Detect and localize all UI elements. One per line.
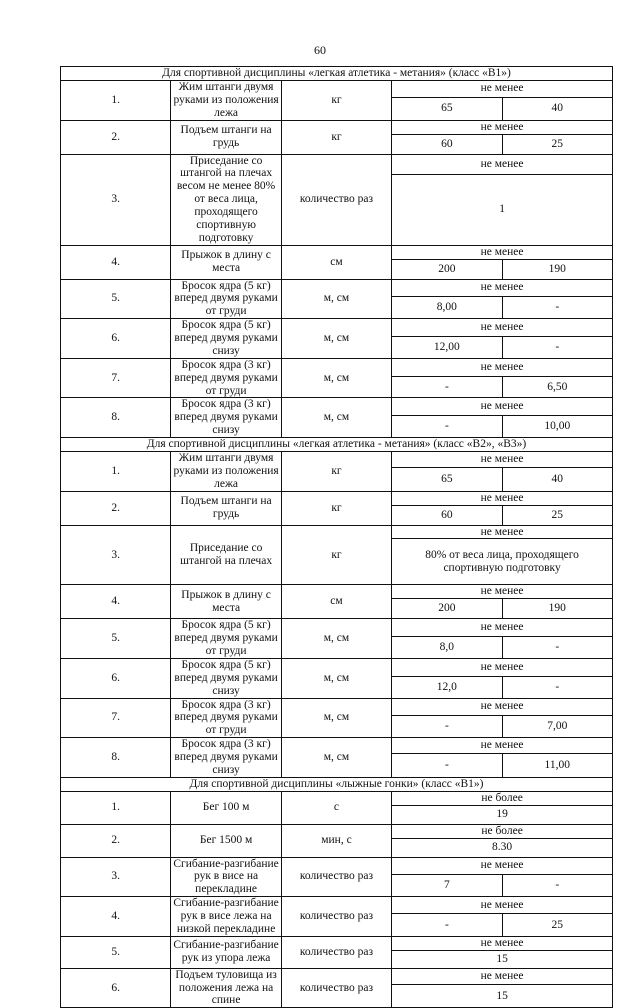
- norm-value-first: 200: [392, 259, 502, 279]
- norm-value-second: 25: [502, 914, 612, 936]
- requirement-header: не менее: [392, 398, 613, 415]
- norm-value-second: -: [502, 875, 612, 897]
- norm-value-first: 200: [392, 599, 502, 619]
- table-row: [61, 857, 613, 875]
- unit-of-measure: м, см: [281, 698, 391, 738]
- norm-value-first: 65: [392, 97, 502, 120]
- table-row: [61, 398, 613, 415]
- norm-value-first: 60: [392, 134, 502, 154]
- section-title-row: [61, 777, 613, 791]
- requirement-header: не менее: [392, 279, 613, 297]
- table-row: [61, 120, 613, 134]
- unit-of-measure: количество раз: [281, 857, 391, 897]
- table-row: [61, 154, 613, 174]
- norm-value-second: 10,00: [502, 415, 612, 437]
- norm-value-second: -: [502, 676, 612, 698]
- page-number: 60: [314, 43, 326, 57]
- exercise-name: Бросок ядра (3 кг) вперед двумя руками снизу: [171, 398, 281, 438]
- unit-of-measure: см: [281, 245, 391, 279]
- requirement-header: не менее: [392, 358, 613, 376]
- unit-of-measure: м, см: [281, 619, 391, 659]
- exercise-name: Приседание со штангой на плечах весом не менее 80% от веса лица, проходящего спортивную подготовку: [171, 154, 281, 245]
- table-row: [61, 245, 613, 259]
- requirement-header: не менее: [392, 319, 613, 337]
- norm-value-second: 25: [502, 505, 612, 525]
- row-number: 8.: [61, 738, 171, 778]
- norm-value-second: -: [502, 637, 612, 659]
- unit-of-measure: количество раз: [281, 897, 391, 937]
- norm-value-second: -: [502, 336, 612, 358]
- norm-value: 80% от веса лица, проходящего спортивную подготовку: [392, 539, 613, 585]
- norm-value-second: 190: [502, 259, 612, 279]
- norm-value: 15: [392, 985, 613, 1008]
- requirement-header: не менее: [392, 857, 613, 875]
- table-row: [61, 81, 613, 98]
- table-row: [61, 279, 613, 297]
- row-number: 4.: [61, 585, 171, 619]
- norm-value-second: 6,50: [502, 376, 612, 398]
- table-row: [61, 791, 613, 805]
- exercise-name: Бросок ядра (5 кг) вперед двумя руками от груди: [171, 279, 281, 319]
- table-row: [61, 698, 613, 716]
- norm-value-first: 8,00: [392, 297, 502, 319]
- unit-of-measure: см: [281, 585, 391, 619]
- requirement-header: не менее: [392, 619, 613, 637]
- requirement-header: не менее: [392, 698, 613, 716]
- row-number: 8.: [61, 398, 171, 438]
- exercise-name: Сгибание-разгибание рук в висе лежа на низкой перекладине: [171, 897, 281, 937]
- requirement-header: не более: [392, 791, 613, 805]
- requirement-header: не менее: [392, 968, 613, 985]
- norm-value-first: -: [392, 376, 502, 398]
- table-row: [61, 319, 613, 337]
- row-number: 2.: [61, 491, 171, 525]
- row-number: 7.: [61, 698, 171, 738]
- exercise-name: Бег 1500 м: [171, 824, 281, 857]
- table-row: [61, 897, 613, 914]
- exercise-name: Бросок ядра (5 кг) вперед двумя руками снизу: [171, 319, 281, 359]
- row-number: 3.: [61, 857, 171, 897]
- row-number: 1.: [61, 791, 171, 824]
- norm-value-first: 7: [392, 875, 502, 897]
- norms-table-body: [61, 67, 613, 1008]
- section-title: Для спортивной дисциплины «лыжные гонки» (класс «В1»): [61, 777, 613, 791]
- requirement-header: не более: [392, 824, 613, 838]
- section-title: Для спортивной дисциплины «легкая атлетика - метания» (класс «В2», «В3»): [61, 438, 613, 452]
- row-number: 1.: [61, 452, 171, 492]
- row-number: 6.: [61, 968, 171, 1008]
- requirement-header: не менее: [392, 585, 613, 599]
- exercise-name: Подъем туловища из положения лежа на спине: [171, 968, 281, 1008]
- exercise-name: Сгибание-разгибание рук в висе на перекладине: [171, 857, 281, 897]
- norm-value-second: 40: [502, 97, 612, 120]
- section-title-row: [61, 438, 613, 452]
- unit-of-measure: кг: [281, 525, 391, 585]
- section-title-row: [61, 67, 613, 81]
- exercise-name: Бросок ядра (5 кг) вперед двумя руками от груди: [171, 619, 281, 659]
- exercise-name: Бег 100 м: [171, 791, 281, 824]
- norm-value-first: 60: [392, 505, 502, 525]
- requirement-header: не менее: [392, 525, 613, 539]
- norm-value-second: -: [502, 297, 612, 319]
- requirement-header: не менее: [392, 491, 613, 505]
- norm-value-first: 8,0: [392, 637, 502, 659]
- norm-value-second: 11,00: [502, 754, 612, 777]
- norm-value-first: 12,0: [392, 676, 502, 698]
- section-title: Для спортивной дисциплины «легкая атлетика - метания» (класс «В1»): [61, 67, 613, 81]
- norm-value-second: 190: [502, 599, 612, 619]
- norm-value-first: -: [392, 754, 502, 777]
- unit-of-measure: мин, с: [281, 824, 391, 857]
- unit-of-measure: м, см: [281, 319, 391, 359]
- table-row: [61, 658, 613, 676]
- exercise-name: Жим штанги двумя руками из положения лежа: [171, 452, 281, 492]
- unit-of-measure: количество раз: [281, 968, 391, 1008]
- row-number: 5.: [61, 279, 171, 319]
- requirement-header: не менее: [392, 245, 613, 259]
- requirement-header: не менее: [392, 658, 613, 676]
- requirement-header: не менее: [392, 897, 613, 914]
- norm-value: 8.30: [392, 838, 613, 857]
- unit-of-measure: количество раз: [281, 154, 391, 245]
- table-row: [61, 936, 613, 950]
- norm-value-first: -: [392, 716, 502, 738]
- exercise-name: Подъем штанги на грудь: [171, 120, 281, 154]
- table-row: [61, 824, 613, 838]
- unit-of-measure: количество раз: [281, 936, 391, 968]
- norm-value-second: 40: [502, 468, 612, 491]
- exercise-name: Прыжок в длину с места: [171, 585, 281, 619]
- row-number: 1.: [61, 81, 171, 121]
- norm-value-second: 7,00: [502, 716, 612, 738]
- exercise-name: Бросок ядра (3 кг) вперед двумя руками от груди: [171, 358, 281, 398]
- requirement-header: не менее: [392, 452, 613, 468]
- unit-of-measure: м, см: [281, 358, 391, 398]
- exercise-name: Приседание со штангой на плечах: [171, 525, 281, 585]
- row-number: 6.: [61, 658, 171, 698]
- row-number: 6.: [61, 319, 171, 359]
- exercise-name: Сгибание-разгибание рук из упора лежа: [171, 936, 281, 968]
- row-number: 7.: [61, 358, 171, 398]
- norms-table: [60, 66, 613, 1008]
- exercise-name: Подъем штанги на грудь: [171, 491, 281, 525]
- unit-of-measure: кг: [281, 452, 391, 492]
- table-row: [61, 491, 613, 505]
- unit-of-measure: кг: [281, 81, 391, 121]
- requirement-header: не менее: [392, 154, 613, 174]
- norm-value-first: 65: [392, 468, 502, 491]
- unit-of-measure: с: [281, 791, 391, 824]
- table-row: [61, 968, 613, 985]
- table-row: [61, 452, 613, 468]
- exercise-name: Бросок ядра (5 кг) вперед двумя руками снизу: [171, 658, 281, 698]
- unit-of-measure: кг: [281, 491, 391, 525]
- row-number: 4.: [61, 897, 171, 937]
- exercise-name: Прыжок в длину с места: [171, 245, 281, 279]
- row-number: 2.: [61, 824, 171, 857]
- requirement-header: не менее: [392, 120, 613, 134]
- norm-value-second: 25: [502, 134, 612, 154]
- table-row: [61, 738, 613, 754]
- row-number: 3.: [61, 525, 171, 585]
- unit-of-measure: м, см: [281, 279, 391, 319]
- row-number: 3.: [61, 154, 171, 245]
- unit-of-measure: кг: [281, 120, 391, 154]
- table-row: [61, 525, 613, 539]
- norm-value: 19: [392, 805, 613, 824]
- unit-of-measure: м, см: [281, 398, 391, 438]
- norm-value-first: 12,00: [392, 336, 502, 358]
- row-number: 2.: [61, 120, 171, 154]
- row-number: 4.: [61, 245, 171, 279]
- requirement-header: не менее: [392, 936, 613, 950]
- norm-value-first: -: [392, 914, 502, 936]
- norm-value: 1: [392, 174, 613, 245]
- norm-value-first: -: [392, 415, 502, 437]
- exercise-name: Бросок ядра (3 кг) вперед двумя руками снизу: [171, 738, 281, 778]
- table-row: [61, 358, 613, 376]
- exercise-name: Бросок ядра (3 кг) вперед двумя руками от груди: [171, 698, 281, 738]
- requirement-header: не менее: [392, 738, 613, 754]
- exercise-name: Жим штанги двумя руками из положения лежа: [171, 81, 281, 121]
- unit-of-measure: м, см: [281, 738, 391, 778]
- requirement-header: не менее: [392, 81, 613, 98]
- unit-of-measure: м, см: [281, 658, 391, 698]
- table-row: [61, 585, 613, 599]
- table-row: [61, 619, 613, 637]
- row-number: 5.: [61, 619, 171, 659]
- norm-value: 15: [392, 950, 613, 968]
- row-number: 5.: [61, 936, 171, 968]
